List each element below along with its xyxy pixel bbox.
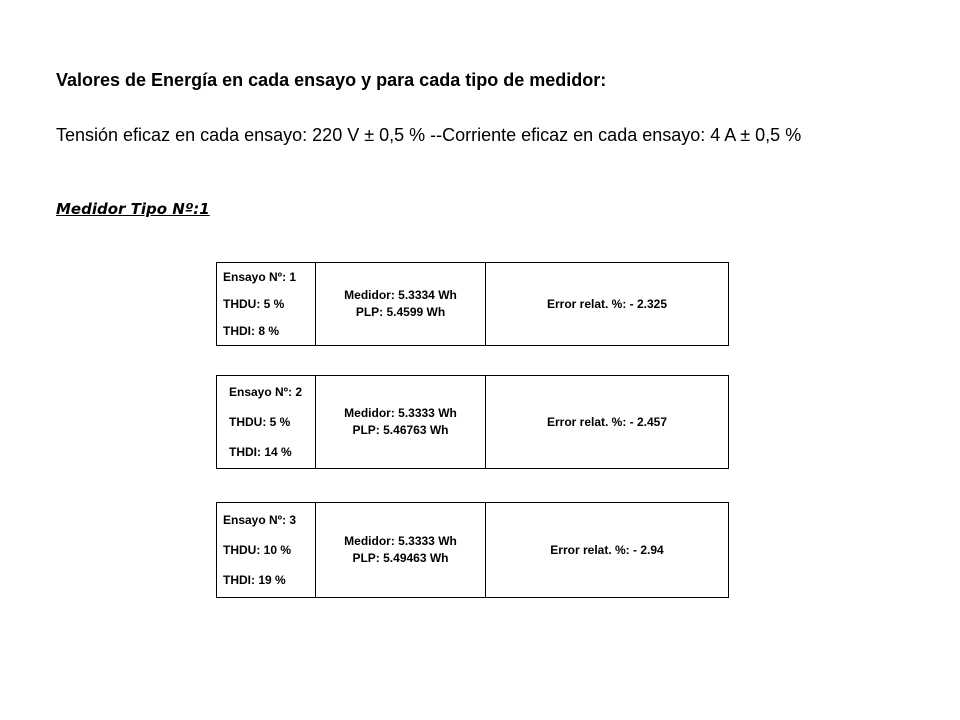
test-table-3 <box>216 502 729 598</box>
thdi-value: THDI: 14 % <box>229 445 292 459</box>
meter-energy: Medidor: 5.3333 Wh <box>344 406 457 420</box>
test-number: Ensayo Nº: 2 <box>229 385 303 399</box>
energy-cell <box>316 263 486 346</box>
test-number: Ensayo Nº: 1 <box>223 269 297 284</box>
plp-energy: PLP: 5.4599 Wh <box>355 305 446 319</box>
test-info-cell <box>217 376 316 469</box>
plp-energy: PLP: 5.49463 Wh <box>352 551 449 565</box>
thdu-value: THDU: 5 % <box>223 296 285 311</box>
thdi-value: THDI: 8 % <box>223 323 280 338</box>
page-heading: Valores de Energía en cada ensayo y para cada tipo de medidor: <box>56 70 607 90</box>
meter-energy: Medidor: 5.3334 Wh <box>344 288 457 302</box>
energy-cell <box>316 376 486 469</box>
thdu-value: THDU: 5 % <box>229 415 291 429</box>
plp-energy: PLP: 5.46763 Wh <box>352 423 449 437</box>
thdu-value: THDU: 10 % <box>223 543 292 557</box>
test-info-cell <box>217 503 316 598</box>
meter-type-title: Medidor Tipo Nº:1 <box>56 200 210 218</box>
test-table-2 <box>216 375 729 469</box>
relative-error: Error relat. %: - 2.457 <box>486 376 729 469</box>
test-table-1 <box>216 262 729 346</box>
thdi-value: THDI: 19 % <box>223 573 286 587</box>
test-conditions-text: Tensión eficaz en cada ensayo: 220 V ± 0,5 % --Corriente eficaz en cada ensayo: 4 A ± 0,5 % <box>56 125 802 145</box>
energy-cell <box>316 503 486 598</box>
relative-error: Error relat. %: - 2.94 <box>486 503 729 598</box>
meter-energy: Medidor: 5.3333 Wh <box>344 534 457 548</box>
relative-error: Error relat. %: - 2.325 <box>486 263 729 346</box>
test-info-cell <box>217 263 316 346</box>
test-number: Ensayo Nº: 3 <box>223 513 297 527</box>
